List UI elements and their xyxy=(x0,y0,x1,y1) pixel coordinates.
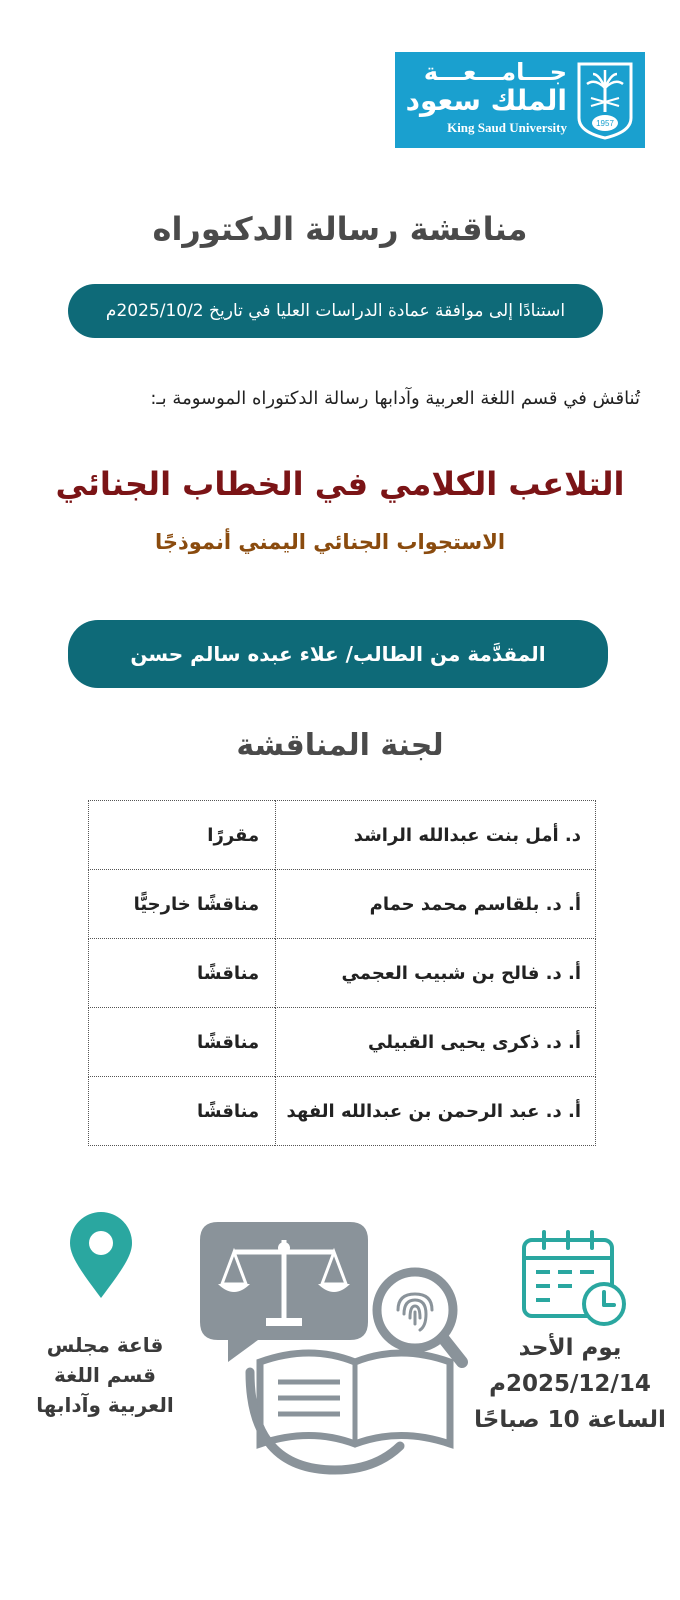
committee-heading: لجنة المناقشة xyxy=(236,728,444,763)
member-name: أ. د. عبد الرحمن بن عبدالله الفهد xyxy=(276,1077,596,1146)
table-row xyxy=(89,1008,596,1077)
student-banner: المقدَّمة من الطالب/ علاء عبده سالم حسن xyxy=(68,620,608,688)
approval-banner: استنادًا إلى موافقة عمادة الدراسات العليا في تاريخ 2025/10/2م xyxy=(68,284,603,338)
university-logo xyxy=(395,52,645,148)
logo-arabic-line2: الملك سعود xyxy=(405,84,567,117)
schedule-day: يوم الأحد xyxy=(518,1335,622,1361)
intro-text: تُناقش في قسم اللغة العربية وآدابها رسالة الدكتوراه الموسومة بـ: xyxy=(150,388,640,409)
location-info xyxy=(20,1330,190,1420)
member-name: أ. د. ذكرى يحيى القبيلي xyxy=(276,1008,596,1077)
table-row xyxy=(89,870,596,939)
location-line3: العربية وآدابها xyxy=(36,1393,174,1417)
logo-english: King Saud University xyxy=(447,120,567,135)
thesis-title: التلاعب الكلامي في الخطاب الجنائي xyxy=(55,465,625,503)
palm-emblem-icon xyxy=(573,60,637,140)
justice-scale-book-icon xyxy=(200,1222,470,1482)
member-role: مناقشًا xyxy=(89,1077,276,1146)
logo-arabic-line1: جـــامـــعـــة xyxy=(423,58,567,86)
location-line1: قاعة مجلس xyxy=(46,1333,164,1357)
location-pin-icon xyxy=(68,1212,134,1300)
member-role: مناقشًا xyxy=(89,939,276,1008)
member-role: مناقشًا xyxy=(89,1008,276,1077)
page-title: مناقشة رسالة الدكتوراه xyxy=(152,210,528,248)
emblem-year: 1957 xyxy=(596,119,614,128)
member-role: مناقشًا خارجيًّا xyxy=(89,870,276,939)
location-line2: قسم اللغة xyxy=(53,1363,157,1387)
committee-table xyxy=(88,800,596,1146)
member-name: د. أمل بنت عبدالله الراشد xyxy=(276,801,596,870)
member-name: أ. د. بلقاسم محمد حمام xyxy=(276,870,596,939)
table-row xyxy=(89,801,596,870)
table-row xyxy=(89,1077,596,1146)
schedule-info xyxy=(465,1330,675,1438)
member-name: أ. د. فالح بن شبيب العجمي xyxy=(276,939,596,1008)
schedule-date: 2025/12/14م xyxy=(489,1371,651,1397)
schedule-time: الساعة 10 صباحًا xyxy=(474,1407,666,1433)
thesis-subtitle: الاستجواب الجنائي اليمني أنموذجًا xyxy=(154,530,506,554)
calendar-clock-icon xyxy=(520,1228,630,1328)
table-row xyxy=(89,939,596,1008)
member-role: مقررًا xyxy=(89,801,276,870)
